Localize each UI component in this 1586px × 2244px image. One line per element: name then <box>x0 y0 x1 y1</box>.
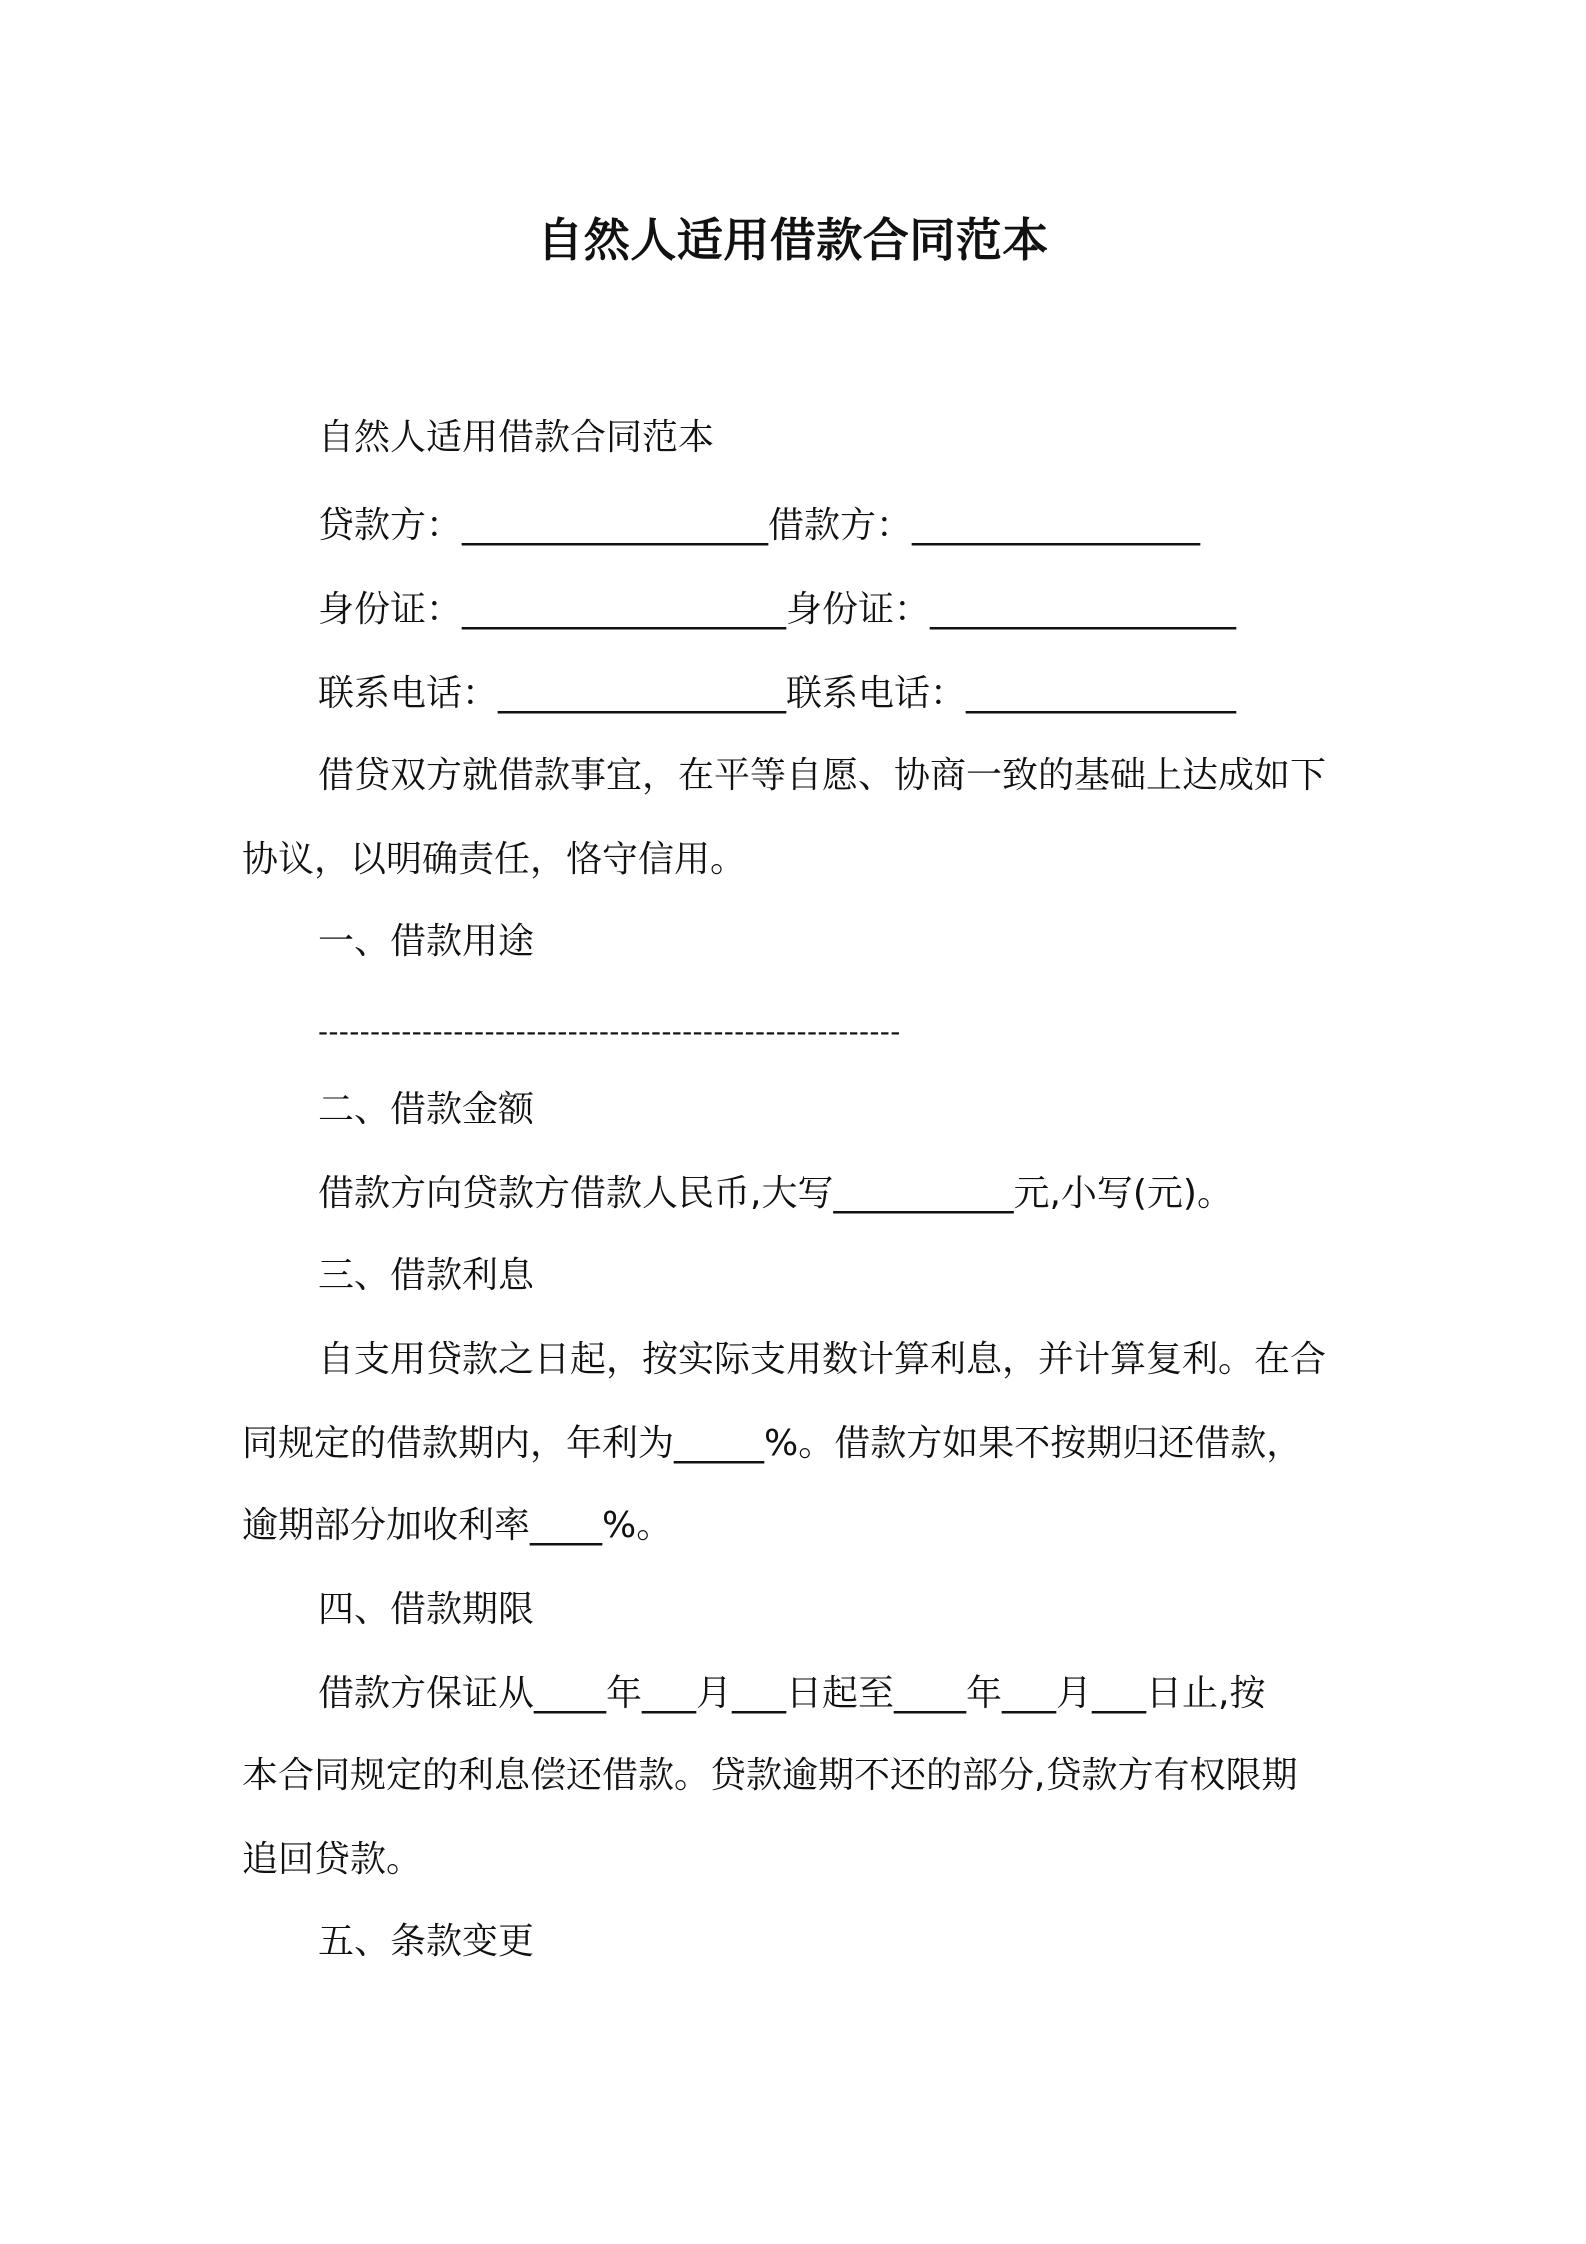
term-line-2: 本合同规定的利息偿还借款。贷款逾期不还的部分,贷款方有权限期 <box>242 1755 1298 1796</box>
section-heading-amount: 二、借款金额 <box>318 1089 535 1130</box>
interest-line-2: 同规定的借款期内，年利为_____%。借款方如果不按期归还借款， <box>242 1423 1303 1464</box>
id-card-line: 身份证：__________________身份证：_________________ <box>318 589 1237 630</box>
lender-borrower-line: 贷款方：_________________借款方：________________ <box>318 505 1201 546</box>
intro-line-1: 借贷双方就借款事宜，在平等自愿、协商一致的基础上达成如下 <box>318 755 1327 796</box>
document-subtitle: 自然人适用借款合同范本 <box>318 417 715 458</box>
section-heading-interest: 三、借款利息 <box>318 1255 535 1296</box>
intro-line-2: 协议，以明确责任，恪守信用。 <box>242 839 747 880</box>
interest-line-1: 自支用贷款之日起，按实际支用数计算利息，并计算复利。在合 <box>318 1339 1327 1380</box>
section-heading-amendment: 五、条款变更 <box>318 1921 535 1962</box>
section-heading-term: 四、借款期限 <box>318 1589 535 1630</box>
term-line-1: 借款方保证从____年___月___日起至____年___月___日止,按 <box>318 1673 1266 1714</box>
phone-line: 联系电话：________________联系电话：_______________ <box>318 673 1237 714</box>
document-title: 自然人适用借款合同范本 <box>537 213 1049 267</box>
amount-text: 借款方向贷款方借款人民币,大写__________元,小写(元)。 <box>318 1173 1233 1214</box>
purpose-blank-line: -------------------------------------------------------- <box>318 1015 901 1048</box>
term-line-3: 追回贷款。 <box>242 1839 423 1880</box>
interest-line-3: 逾期部分加收利率____%。 <box>242 1505 673 1546</box>
section-heading-purpose: 一、借款用途 <box>318 921 535 962</box>
